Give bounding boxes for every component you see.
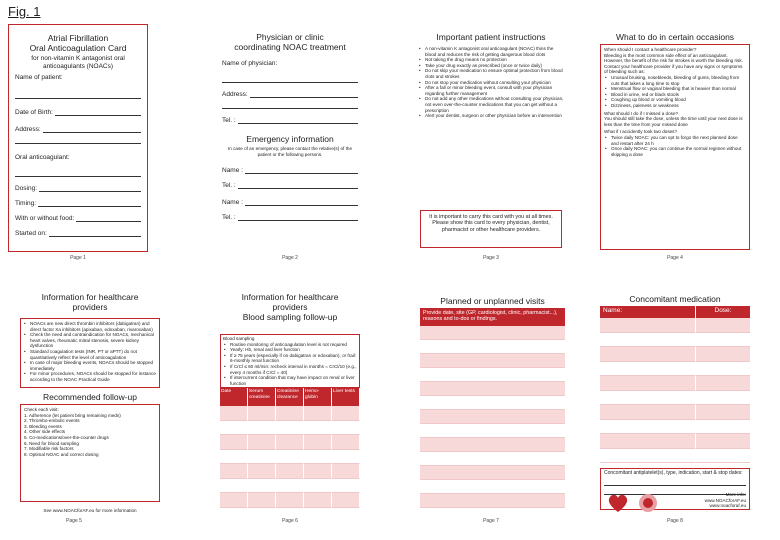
- followup-item: 2. Thrombo-embolic events: [24, 418, 80, 424]
- physician-name-line[interactable]: [222, 82, 358, 83]
- table-cell[interactable]: [276, 493, 304, 508]
- table-cell[interactable]: [304, 493, 332, 508]
- instruction-item: • Alert your dentist, surgeon or other physician before an intervention: [418, 113, 564, 119]
- table-cell[interactable]: [220, 479, 248, 494]
- bleeding-sign-item: • Coughing up blood or vomiting blood: [604, 97, 746, 103]
- physician-panel: [210, 24, 370, 252]
- medication-row[interactable]: [600, 434, 750, 449]
- page-number: Page 7: [483, 518, 499, 524]
- medication-dose-cell[interactable]: [696, 420, 750, 435]
- table-cell[interactable]: [332, 479, 360, 494]
- instruction-item: • Do not stop your medication without consulting your physician: [418, 80, 564, 86]
- followup-box: [20, 404, 160, 502]
- medication-name-cell[interactable]: [600, 362, 696, 377]
- visit-row[interactable]: [420, 424, 565, 438]
- panel-subtitle: for non-vitamin K antagonist oral anticoagulants (NOACs): [31, 55, 125, 70]
- concomitant-table: [600, 306, 750, 466]
- table-cell[interactable]: [248, 464, 276, 479]
- medication-dose-cell[interactable]: [696, 405, 750, 420]
- medication-name-cell[interactable]: [600, 318, 696, 333]
- table-cell[interactable]: [248, 493, 276, 508]
- dosing-label: Dosing:: [15, 185, 38, 192]
- page-number: Page 2: [282, 255, 298, 261]
- medication-dose-cell[interactable]: [696, 391, 750, 406]
- table-cell[interactable]: [276, 464, 304, 479]
- visit-row[interactable]: [420, 494, 565, 508]
- table-row[interactable]: [220, 479, 360, 494]
- dob-field[interactable]: [15, 109, 141, 116]
- blood-sampling-item: • Routine monitoring of anticoagulation level is not required: [223, 342, 357, 348]
- two-doses-item: • Once daily NOAC: you can continue the normal regimen without skipping a dose: [604, 146, 746, 157]
- panel-title: Important patient instructions: [436, 32, 546, 42]
- occasions-box: [600, 44, 750, 250]
- visits-title: Planned or unplanned visits: [440, 296, 545, 306]
- followup-item: 1. Adherence (let patient bring remaining meds): [24, 412, 121, 418]
- medication-dose-cell[interactable]: [696, 434, 750, 449]
- table-cell[interactable]: [248, 450, 276, 465]
- visit-row[interactable]: [420, 466, 565, 480]
- bleeding-sign-item: • Dizziness, paleness or weakness: [604, 103, 746, 109]
- noac-link[interactable]: See www.NOACforAF.eu for more information: [43, 508, 137, 513]
- two-doses-question: What if I accidently took two doses?: [604, 129, 678, 135]
- panel-title: Atrial Fibrillation Oral Anticoagulation Card: [29, 33, 127, 53]
- two-doses-item: • Twice daily NOAC: you can opt to forgo the next planned dose and restart after 24 h: [604, 135, 746, 146]
- medication-name-cell[interactable]: [600, 420, 696, 435]
- contact1-name-field[interactable]: [222, 167, 358, 174]
- panel-title: Information for healthcare providers: [41, 292, 139, 312]
- table-cell[interactable]: [220, 435, 248, 450]
- visit-row[interactable]: [420, 340, 565, 354]
- contact-answer: Bleeding is the most common side effect of an anticoagulant. However, the benefit of the risk for strokes is worth the bleeding risk. Contact your healthcare provider if you have any signs or symptoms of bleeding such as:: [604, 52, 743, 75]
- panel-title: What to do in certain occasions: [615, 32, 735, 42]
- visit-row[interactable]: [420, 438, 565, 452]
- followup-item: 8. Optimal NOAC and correct dosing: [24, 451, 99, 457]
- medication-row[interactable]: [600, 362, 750, 377]
- followup-item: 3. Bleeding events: [24, 423, 62, 429]
- medication-row[interactable]: [600, 347, 750, 362]
- followup-list: [24, 413, 156, 458]
- footer-logo-2: [636, 492, 660, 514]
- emergency-note: In case of an emergency, please contact the relative(s) of the patient or the following persons.: [227, 146, 352, 157]
- hcp-info-item: • For minor procedures, NOACs should be stopped for instance according to the NOAC Practical Guide: [23, 371, 157, 382]
- contact2-name-field[interactable]: [222, 199, 358, 206]
- two-doses-list: [604, 135, 746, 157]
- table-cell[interactable]: [276, 450, 304, 465]
- table-cell[interactable]: [248, 421, 276, 436]
- visits-table: [420, 308, 565, 510]
- followup-heading: Recommended follow-up: [42, 392, 138, 402]
- address-label: Address:: [15, 126, 41, 133]
- instruction-item: • After a fall or minor bleeding event, consult with your physician regarding further management: [418, 85, 564, 96]
- missed-dose-answer: You should still take the dose, unless the time until your next dose is less than the time from your missed dose: [604, 116, 743, 127]
- visit-row[interactable]: [420, 326, 565, 340]
- visit-row[interactable]: [420, 368, 565, 382]
- medication-row[interactable]: [600, 376, 750, 391]
- table-header-cell: Serum creatinine: [248, 388, 276, 406]
- table-cell[interactable]: [304, 435, 332, 450]
- table-cell[interactable]: [332, 406, 360, 421]
- medication-name-cell[interactable]: [600, 376, 696, 391]
- contact1-tel-label: Tel. :: [222, 182, 236, 190]
- dose-column-header: Dose:: [696, 306, 750, 318]
- hcp-info-list: [21, 319, 159, 385]
- contact1-tel-field[interactable]: [222, 182, 358, 189]
- name-column-header: Name:: [600, 306, 696, 318]
- table-header-cell: Hemo-globin: [304, 388, 332, 406]
- timing-field[interactable]: [15, 200, 141, 207]
- table-cell[interactable]: [332, 450, 360, 465]
- instruction-item: • Not taking the drug means no protection: [418, 57, 564, 63]
- physician-address-label: Address:: [222, 91, 248, 98]
- medication-dose-cell[interactable]: [696, 376, 750, 391]
- oral-anticoagulant-label: Oral anticoagulant:: [15, 154, 70, 161]
- name-label: Name of patient:: [15, 74, 63, 81]
- medication-dose-cell[interactable]: [696, 333, 750, 348]
- oral-line[interactable]: [15, 176, 141, 177]
- bleeding-sign-item: • Menstrual flow or vaginal bleeding that is heavier than normal: [604, 86, 746, 92]
- carry-card-note: [420, 210, 562, 248]
- missed-dose-question: What should I do if I missed a dose?: [604, 110, 679, 116]
- table-cell[interactable]: [248, 435, 276, 450]
- table-cell[interactable]: [220, 464, 248, 479]
- followup-intro: Check each visit:: [24, 407, 59, 412]
- emergency-heading: Emergency information: [246, 134, 334, 144]
- table-header-cell: Date: [220, 388, 248, 406]
- physician-tel-label: Tel. :: [222, 117, 236, 124]
- hcp-info-item: • In case of major bleeding events, NOACs should be stopped immediately: [23, 360, 157, 371]
- address-line-2[interactable]: [15, 143, 141, 144]
- medication-name-cell[interactable]: [600, 434, 696, 449]
- carry-note-text: It is important to carry this card with you at all times. Please show this card to every physician, dentist, pharmacist or other healthcare providers.: [429, 214, 553, 233]
- table-cell[interactable]: [276, 421, 304, 436]
- table-cell[interactable]: [220, 421, 248, 436]
- medication-row[interactable]: [600, 420, 750, 435]
- table-cell[interactable]: [304, 450, 332, 465]
- instructions-list: [418, 46, 564, 119]
- figure-label: Fig. 1: [8, 4, 41, 19]
- blood-sampling-item: • If CrCl ≤ 60 ml/min: recheck interval in months = CrCl/10 (e.g., every 4 months if CrCl = 40): [223, 364, 357, 375]
- blood-sampling-list: [223, 342, 357, 387]
- medication-name-cell[interactable]: [600, 347, 696, 362]
- visit-row[interactable]: [420, 382, 565, 396]
- blood-sampling-item: • If intercurrent condition that may have impact on renal or liver function: [223, 375, 357, 386]
- hcp-info-item: • NOACs are new direct thrombin inhibitors (dabigatran) and direct factor Xa inhibitors (apixaban, edoxaban, rivaroxaban): [23, 321, 157, 332]
- table-cell[interactable]: [332, 421, 360, 436]
- antiplatelet-line-1[interactable]: [604, 485, 746, 486]
- page-number: Page 1: [70, 255, 86, 261]
- table-cell[interactable]: [220, 406, 248, 421]
- instruction-item: • A non-vitamin K antagonist oral anticoagulant (NOAC) thins the blood and reduces the risk of getting dangerous blood clots: [418, 46, 564, 57]
- table-cell[interactable]: [276, 479, 304, 494]
- table-cell[interactable]: [220, 450, 248, 465]
- followup-item: 6. Need for blood sampling: [24, 440, 79, 446]
- panel-title: Physician or clinic coordinating NOAC treatment: [234, 32, 346, 52]
- contact2-tel-field[interactable]: [222, 214, 358, 221]
- dob-label: Date of Birth:: [15, 109, 53, 116]
- hcp-info-item: • Standard coagulation tests (INR, PT or aPTT) do not quantitatively reflect the level of anticoagulation: [23, 349, 157, 360]
- physician-address-line-2[interactable]: [222, 108, 358, 109]
- medication-dose-cell[interactable]: [696, 362, 750, 377]
- contact2-tel-label: Tel. :: [222, 214, 236, 222]
- antiplatelet-label: Concomitant antiplatelet(s), type, indication, start & stop dates:: [604, 470, 743, 476]
- blood-sampling-item: • Yearly: Hb, renal and liver function: [223, 347, 357, 353]
- physician-address-field[interactable]: [222, 91, 358, 98]
- table-cell[interactable]: [276, 435, 304, 450]
- instruction-item: • Do not skip your medication to ensure optimal protection from blood clots and strokes: [418, 68, 564, 79]
- concomitant-title: Concomitant medication: [629, 294, 721, 304]
- timing-label: Timing:: [15, 200, 37, 207]
- medication-dose-cell[interactable]: [696, 347, 750, 362]
- page-number: Page 3: [483, 255, 499, 261]
- medication-row[interactable]: [600, 391, 750, 406]
- footer-info: More info: www.NOACforAF.eu www.noacforaf.eu: [704, 492, 746, 509]
- medication-dose-cell[interactable]: [696, 318, 750, 333]
- table-row[interactable]: [220, 464, 360, 479]
- visit-row[interactable]: [420, 480, 565, 494]
- table-cell[interactable]: [304, 479, 332, 494]
- contact1-name-label: Name :: [222, 167, 243, 175]
- table-row[interactable]: [220, 406, 360, 421]
- table-cell[interactable]: [220, 493, 248, 508]
- table-row[interactable]: [220, 435, 360, 450]
- hcp-info-box: [20, 318, 160, 388]
- visit-row[interactable]: [420, 354, 565, 368]
- visit-row[interactable]: [420, 410, 565, 424]
- blood-sampling-table: [220, 388, 360, 510]
- table-cell[interactable]: [332, 493, 360, 508]
- table-row[interactable]: [220, 450, 360, 465]
- table-cell[interactable]: [248, 406, 276, 421]
- page-number: Page 8: [667, 518, 683, 524]
- patient-card-panel: [8, 24, 148, 252]
- visit-row[interactable]: [420, 452, 565, 466]
- table-row[interactable]: [220, 493, 360, 508]
- contact2-name-label: Name :: [222, 199, 243, 207]
- table-cell[interactable]: [304, 406, 332, 421]
- bleeding-sign-item: • Unusual bruising, nosebleeds, bleeding of gums, bleeding from cuts that takes a long time to stop: [604, 75, 746, 86]
- instruction-item: • Do not add any other medications without consulting your physician, not even over-the-counter medications that you can get without a prescription: [418, 96, 564, 113]
- blood-sampling-panel: [220, 292, 360, 332]
- footer-logo-1: [606, 492, 630, 514]
- page-number: Page 5: [66, 518, 82, 524]
- contact-question: When should I contact a healthcare provider?: [604, 47, 697, 52]
- medication-row[interactable]: [600, 405, 750, 420]
- panel-title: Information for healthcare providers Blood sampling follow-up: [241, 292, 339, 322]
- table-cell[interactable]: [248, 479, 276, 494]
- physician-tel-field[interactable]: [222, 117, 358, 124]
- visits-header: Provide date, site (GP, cardiologist, clinic, pharmacist...), reasons and to-dos or findings.: [420, 308, 565, 326]
- started-field[interactable]: [15, 230, 141, 237]
- table-header-cell: Creatinine clearance: [276, 388, 304, 406]
- followup-item: 4. Other side effects: [24, 429, 66, 435]
- medication-name-cell[interactable]: [600, 391, 696, 406]
- page-number: Page 6: [282, 518, 298, 524]
- medication-dose-cell[interactable]: [696, 449, 750, 464]
- bleeding-signs-list: [604, 75, 746, 109]
- medication-row[interactable]: [600, 333, 750, 348]
- instruction-item: • Take your drug exactly as prescribed (once or twice daily): [418, 63, 564, 69]
- page-number: Page 4: [667, 255, 683, 261]
- blood-sampling-item: • If ≥ 75 years (especially if on dabigatran or edoxaban), or frail: 6-monthly renal function: [223, 353, 357, 364]
- physician-name-label: Name of physician:: [222, 60, 278, 67]
- food-field[interactable]: [15, 215, 141, 222]
- food-label: With or without food:: [15, 215, 75, 222]
- table-cell[interactable]: [304, 421, 332, 436]
- medication-name-cell[interactable]: [600, 449, 696, 464]
- name-line[interactable]: [15, 98, 141, 99]
- visit-row[interactable]: [420, 396, 565, 410]
- hcp-info-item: • Check the need and contraindication for NOACs, mechanical heart valves, rheumatic mitral stenosis, severe kidney dysfunction: [23, 332, 157, 349]
- followup-item: 5. Co-medications/over-the-counter drugs: [24, 434, 109, 440]
- medication-row[interactable]: [600, 449, 750, 464]
- table-header-cell: Liver tests: [332, 388, 360, 406]
- medication-name-cell[interactable]: [600, 333, 696, 348]
- dosing-field[interactable]: [15, 185, 141, 192]
- table-row[interactable]: [220, 421, 360, 436]
- bleeding-sign-item: • Blood in urine, red or black stools: [604, 92, 746, 98]
- medication-row[interactable]: [600, 318, 750, 333]
- followup-item: 7. Modifiable risk factors: [24, 446, 74, 452]
- blood-sampling-title: Blood sampling: [223, 336, 255, 341]
- table-cell[interactable]: [332, 464, 360, 479]
- table-cell[interactable]: [276, 406, 304, 421]
- medication-name-cell[interactable]: [600, 405, 696, 420]
- table-cell[interactable]: [332, 435, 360, 450]
- table-cell[interactable]: [304, 464, 332, 479]
- address-field[interactable]: [15, 126, 141, 133]
- blood-sampling-box: [220, 334, 360, 388]
- started-label: Started on:: [15, 230, 47, 237]
